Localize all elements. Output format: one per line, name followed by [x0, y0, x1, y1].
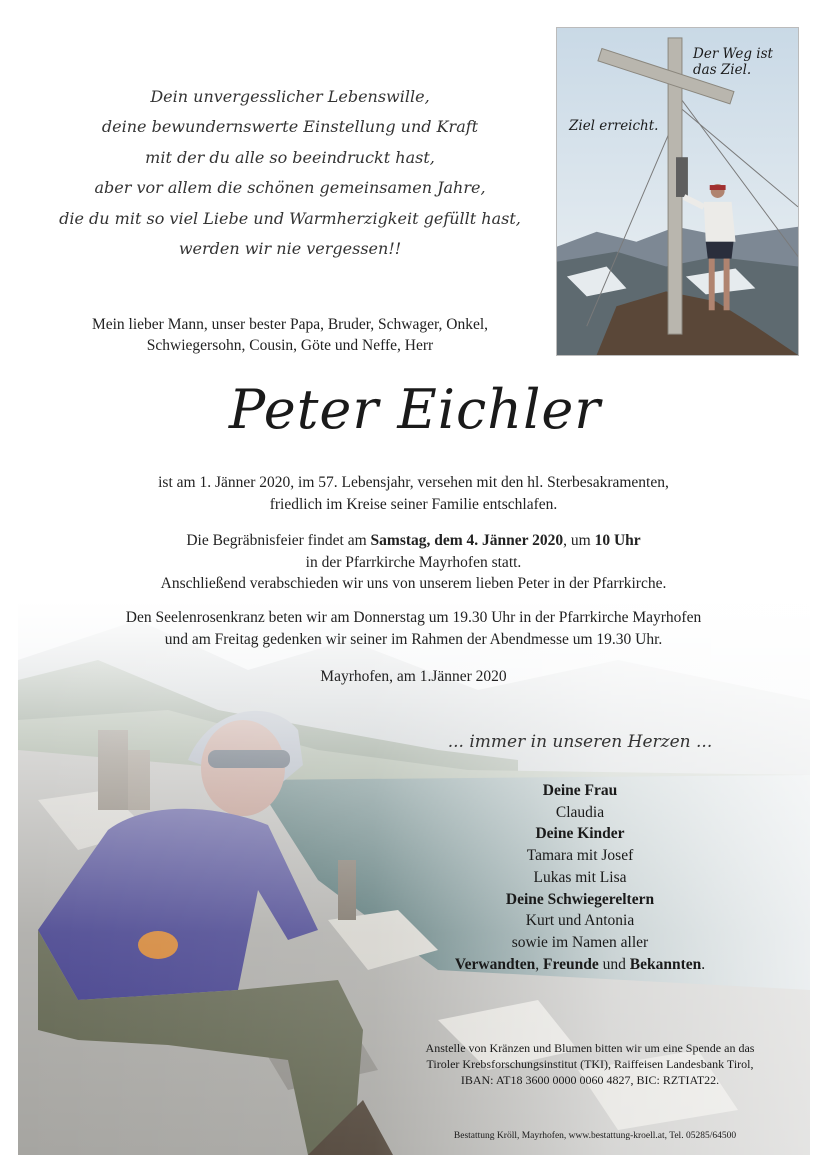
rosary-line: Den Seelenrosenkranz beten wir am Donnerstag um 19.30 Uhr in der Pfarrkirche Mayrhofen: [125, 609, 702, 626]
family-member: sowie im Namen aller: [511, 933, 649, 951]
memorial-poem: [30, 82, 550, 264]
summit-cross-photo: [556, 27, 799, 356]
deceased-name: Peter Eichler: [228, 378, 602, 441]
acquaintances-label: Bekannten: [629, 955, 702, 973]
family-heading: Deine Frau: [542, 782, 618, 799]
family-heading: Deine Kinder: [535, 825, 625, 843]
donation-line: IBAN: AT18 3600 0000 0060 4827, BIC: RZTIAT22.: [460, 1073, 720, 1087]
place-date: Mayrhofen, am 1.Jänner 2020: [320, 668, 507, 685]
death-notice-line: friedlich im Kreise seiner Familie entschlafen.: [269, 495, 558, 513]
poem-line: Dein unvergesslicher Lebenswille,: [150, 87, 430, 106]
family-member: Tamara mit Josef: [526, 847, 634, 865]
rosary-line: und am Freitag gedenken wir seiner im Rahmen der Abendmesse um 19.30 Uhr.: [164, 630, 663, 648]
and-word: und: [598, 955, 630, 973]
death-notice: [40, 472, 787, 515]
poem-line: die du mit so viel Liebe und Warmherzigkeit gefüllt hast,: [59, 208, 521, 228]
family-list: [425, 780, 735, 975]
funeral-time: 10 Uhr: [594, 532, 641, 549]
family-heading: Deine Schwiegereltern: [505, 890, 655, 908]
rosary-info: [40, 607, 787, 650]
funeral-prefix: Die Begräbnisfeier findet am: [186, 532, 367, 549]
intro-line: Mein lieber Mann, unser bester Papa, Bruder, Schwager, Onkel,: [91, 316, 489, 333]
family-member: Lukas mit Lisa: [533, 868, 627, 886]
donation-line: Tiroler Krebsforschungsinstitut (TKI), Raiffeisen Landesbank Tirol,: [426, 1057, 754, 1071]
relatives-label: Verwandten: [454, 955, 536, 973]
funeral-location: in der Pfarrkirche Mayrhofen statt.: [305, 553, 522, 571]
period: .: [701, 955, 706, 973]
poem-line: aber vor allem die schönen gemeinsamen Jahre,: [94, 178, 486, 198]
photo-caption-left: Ziel erreicht.: [569, 118, 659, 134]
family-member: Claudia: [555, 803, 605, 821]
separator: ,: [535, 955, 544, 973]
death-notice-line: ist am 1. Jänner 2020, im 57. Lebensjahr, versehen mit den hl. Sterbesakramenten,: [158, 474, 669, 491]
funeral-info: [40, 530, 787, 595]
memorial-motto: ... immer in unseren Herzen ...: [447, 732, 713, 752]
photo-caption-top: Der Weg ist das Ziel.: [693, 46, 773, 78]
funeral-date: Samstag, dem 4. Jänner 2020: [370, 532, 564, 549]
donation-note: [385, 1040, 795, 1088]
poem-line: deine bewundernswerte Einstellung und Kraft: [101, 117, 479, 137]
family-closing: [425, 954, 735, 976]
funeral-farewell: Anschließend verabschieden wir uns von unserem lieben Peter in der Pfarrkirche.: [160, 575, 667, 592]
friends-label: Freunde: [543, 955, 599, 973]
funeral-mid: , um: [563, 532, 591, 549]
intro-line: Schwiegersohn, Cousin, Göte und Neffe, Herr: [146, 337, 434, 354]
funeral-line: [40, 530, 787, 552]
funeral-home-footer: Bestattung Kröll, Mayrhofen, www.bestattung-kroell.at, Tel. 05285/64500: [453, 1131, 737, 1141]
poem-line: werden wir nie vergessen!!: [178, 239, 402, 259]
relationship-intro: [30, 314, 550, 356]
family-member: Kurt und Antonia: [525, 912, 635, 930]
donation-line: Anstelle von Kränzen und Blumen bitten wir um eine Spende an das: [425, 1041, 755, 1055]
poem-line: mit der du alle so beeindruckt hast,: [145, 147, 435, 167]
